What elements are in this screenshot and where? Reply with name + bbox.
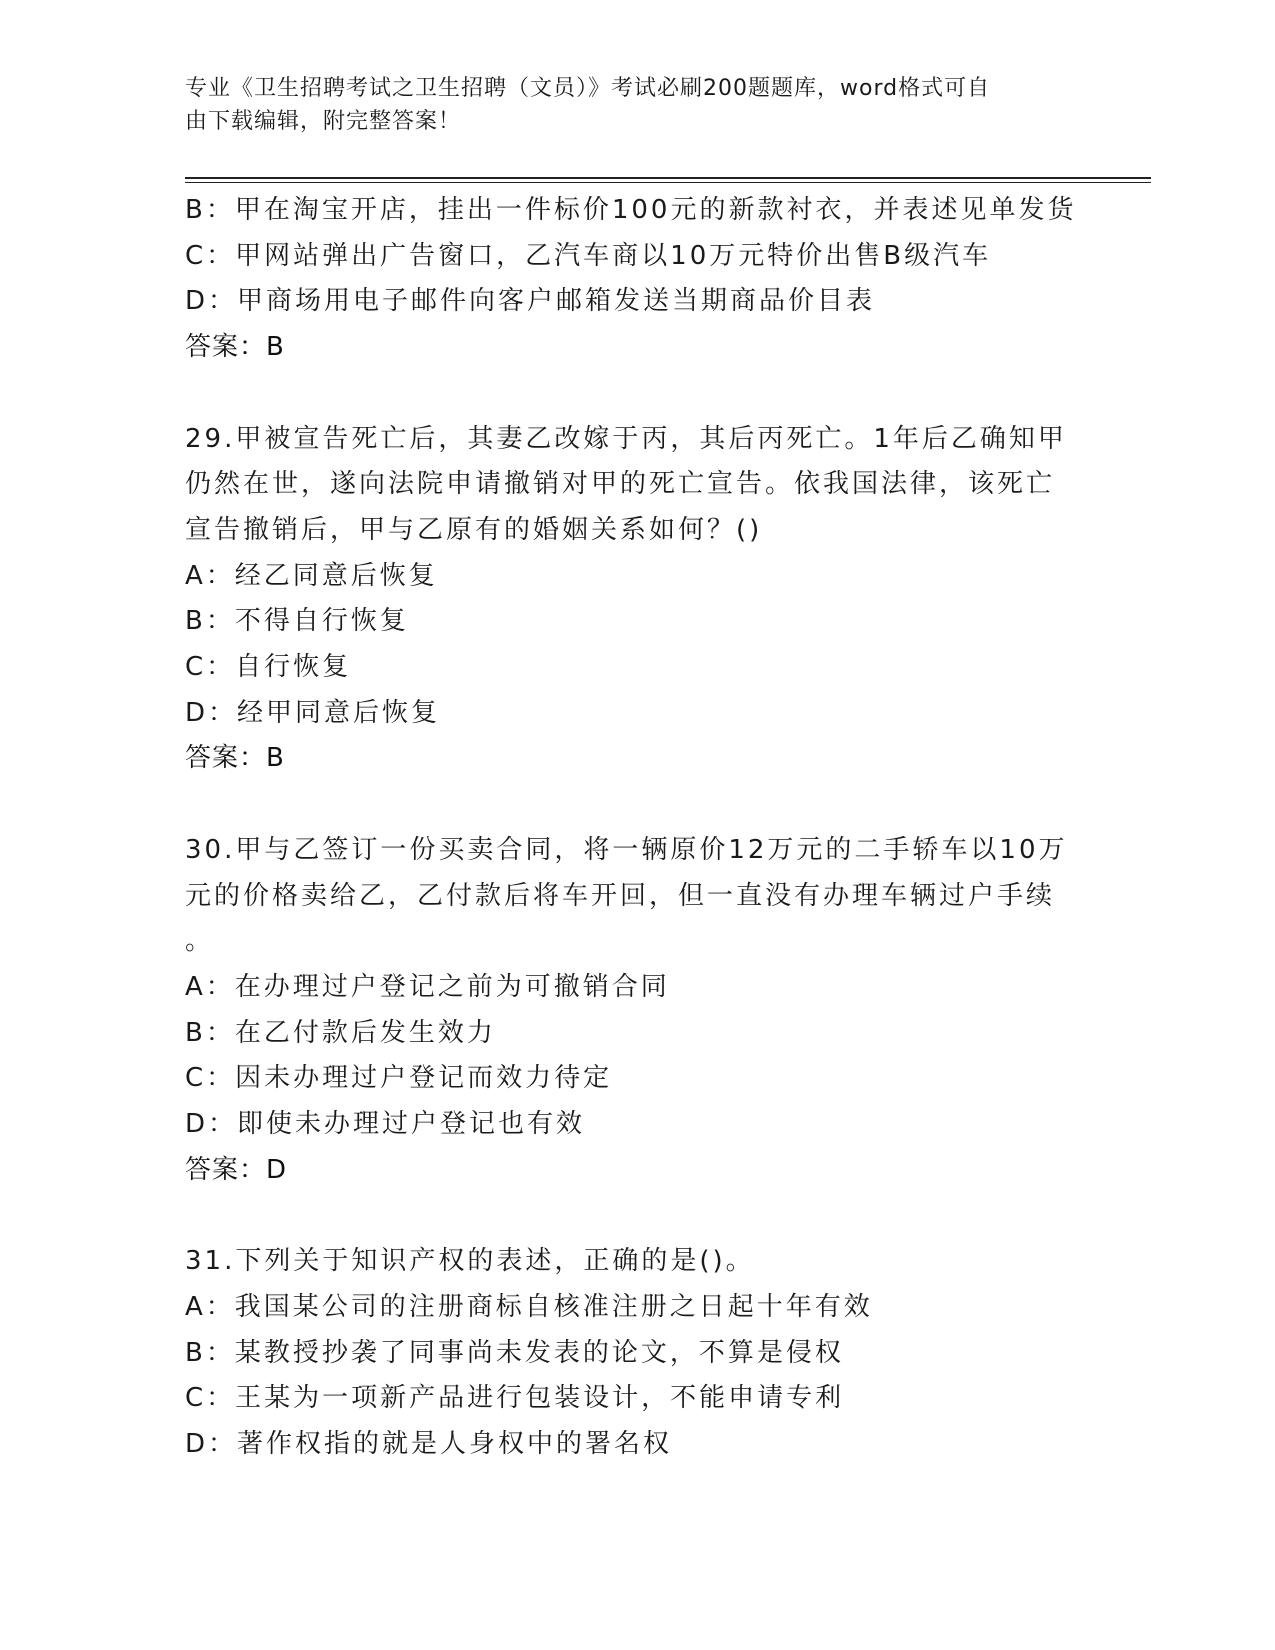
answer-line: 答案：B [185, 743, 285, 774]
document-header [185, 72, 1065, 138]
header-divider-thick [185, 177, 1151, 179]
header-line-1: 专业《卫生招聘考试之卫生招聘（文员）》考试必刷200题题库，word格式可自 [185, 76, 991, 101]
option-c: C：甲网站弹出广告窗口，乙汽车商以10万元特价出售B级汽车 [185, 240, 992, 271]
header-divider-thin [185, 182, 1151, 183]
question-stem-line: 31.下列关于知识产权的表述，正确的是()。 [185, 1246, 755, 1277]
question-stem-line: 29.甲被宣告死亡后，其妻乙改嫁于丙，其后丙死亡。1年后乙确知甲 [185, 423, 1067, 454]
question-31 [185, 1239, 1085, 1468]
option-c: C：因未办理过户登记而效力待定 [185, 1063, 613, 1094]
question-28-continued [185, 188, 1085, 371]
option-b: B：某教授抄袭了同事尚未发表的论文，不算是侵权 [185, 1337, 844, 1368]
option-d: D：甲商场用电子邮件向客户邮箱发送当期商品价目表 [185, 286, 876, 317]
option-d: D：即使未办理过户登记也有效 [185, 1109, 586, 1140]
option-c: C：王某为一项新产品进行包装设计，不能申请专利 [185, 1383, 845, 1414]
question-30 [185, 828, 1085, 1194]
option-c: C：自行恢复 [185, 652, 352, 683]
question-29 [185, 417, 1085, 783]
option-b: B：甲在淘宝开店，挂出一件标价100元的新款衬衣，并表述见单发货 [185, 195, 1077, 225]
question-list [185, 188, 1085, 1468]
option-d: D：经甲同意后恢复 [185, 697, 441, 728]
answer-line: 答案：B [185, 332, 285, 363]
option-b: B：不得自行恢复 [185, 606, 409, 637]
question-stem-line: 宣告撤销后，甲与乙原有的婚姻关系如何？() [185, 514, 763, 545]
question-stem-line: 30.甲与乙签订一份买卖合同，将一辆原价12万元的二手轿车以10万 [185, 834, 1068, 865]
option-b: B：在乙付款后发生效力 [185, 1017, 496, 1048]
option-d: D：著作权指的就是人身权中的署名权 [185, 1428, 673, 1459]
option-a: A：我国某公司的注册商标自核准注册之日起十年有效 [185, 1291, 873, 1322]
question-stem-line: 。 [185, 926, 215, 957]
question-stem-line: 元的价格卖给乙，乙付款后将车开回，但一直没有办理车辆过户手续 [185, 880, 1056, 911]
option-a: A：在办理过户登记之前为可撤销合同 [185, 971, 670, 1002]
question-stem-line: 仍然在世，遂向法院申请撤销对甲的死亡宣告。依我国法律，该死亡 [185, 469, 1056, 500]
answer-line: 答案：D [185, 1154, 288, 1185]
option-a: A：经乙同意后恢复 [185, 560, 438, 591]
header-line-2: 由下载编辑，附完整答案！ [185, 109, 462, 134]
